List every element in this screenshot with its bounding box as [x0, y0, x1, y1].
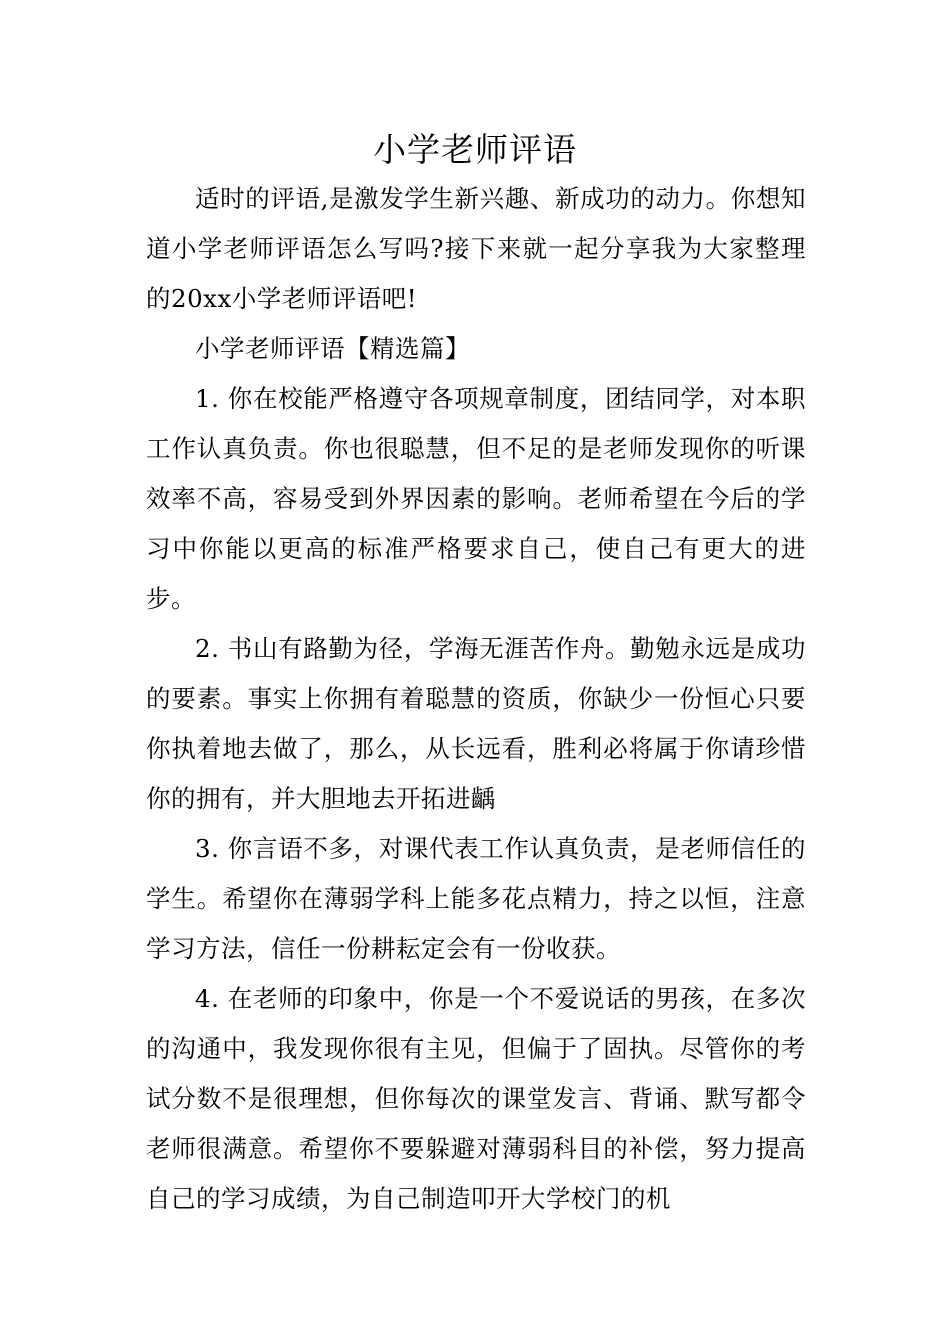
list-item: 1. 你在校能严格遵守各项规章制度，团结同学，对本职工作认真负责。你也很聪慧，但不足的是老师发现你的听课效率不高，容易受到外界因素的影响。老师希望在今后的学习中你能以更高的标准严格要求自己，使自己有更大的进步。: [146, 384, 806, 613]
list-item: 3. 你言语不多，对课代表工作认真负责，是老师信任的学生。希望你在薄弱学科上能多花点精力，持之以恒，注意学习方法，信任一份耕耘定会有一份收获。: [146, 834, 806, 963]
page-title: 小学老师评语: [373, 130, 577, 169]
list-item: 2. 书山有路勤为径，学海无涯苦作舟。勤勉永远是成功的要素。事实上你拥有着聪慧的资质，你缺少一份恒心只要你执着地去做了，那么，从长远看，胜利必将属于你请珍惜你的拥有，并大胆地去开拓进齲: [146, 634, 806, 813]
list-item: 4. 在老师的印象中，你是一个不爱说话的男孩，在多次的沟通中，我发现你很有主见，但偏于了固执。尽管你的考试分数不是很理想，但你每次的课堂发言、背诵、默写都令老师很满意。希望你不要躲避对薄弱科目的补偿，努力提高自己的学习成绩，为自己制造叩开大学校门的机: [146, 984, 806, 1213]
section-heading: 小学老师评语【精选篇】: [195, 334, 470, 363]
document-body: [146, 174, 806, 1224]
intro-paragraph: 适时的评语,是激发学生新兴趣、新成功的动力。你想知道小学老师评语怎么写吗?接下来就一起分享我为大家整理的20xx小学老师评语吧!: [146, 184, 806, 313]
